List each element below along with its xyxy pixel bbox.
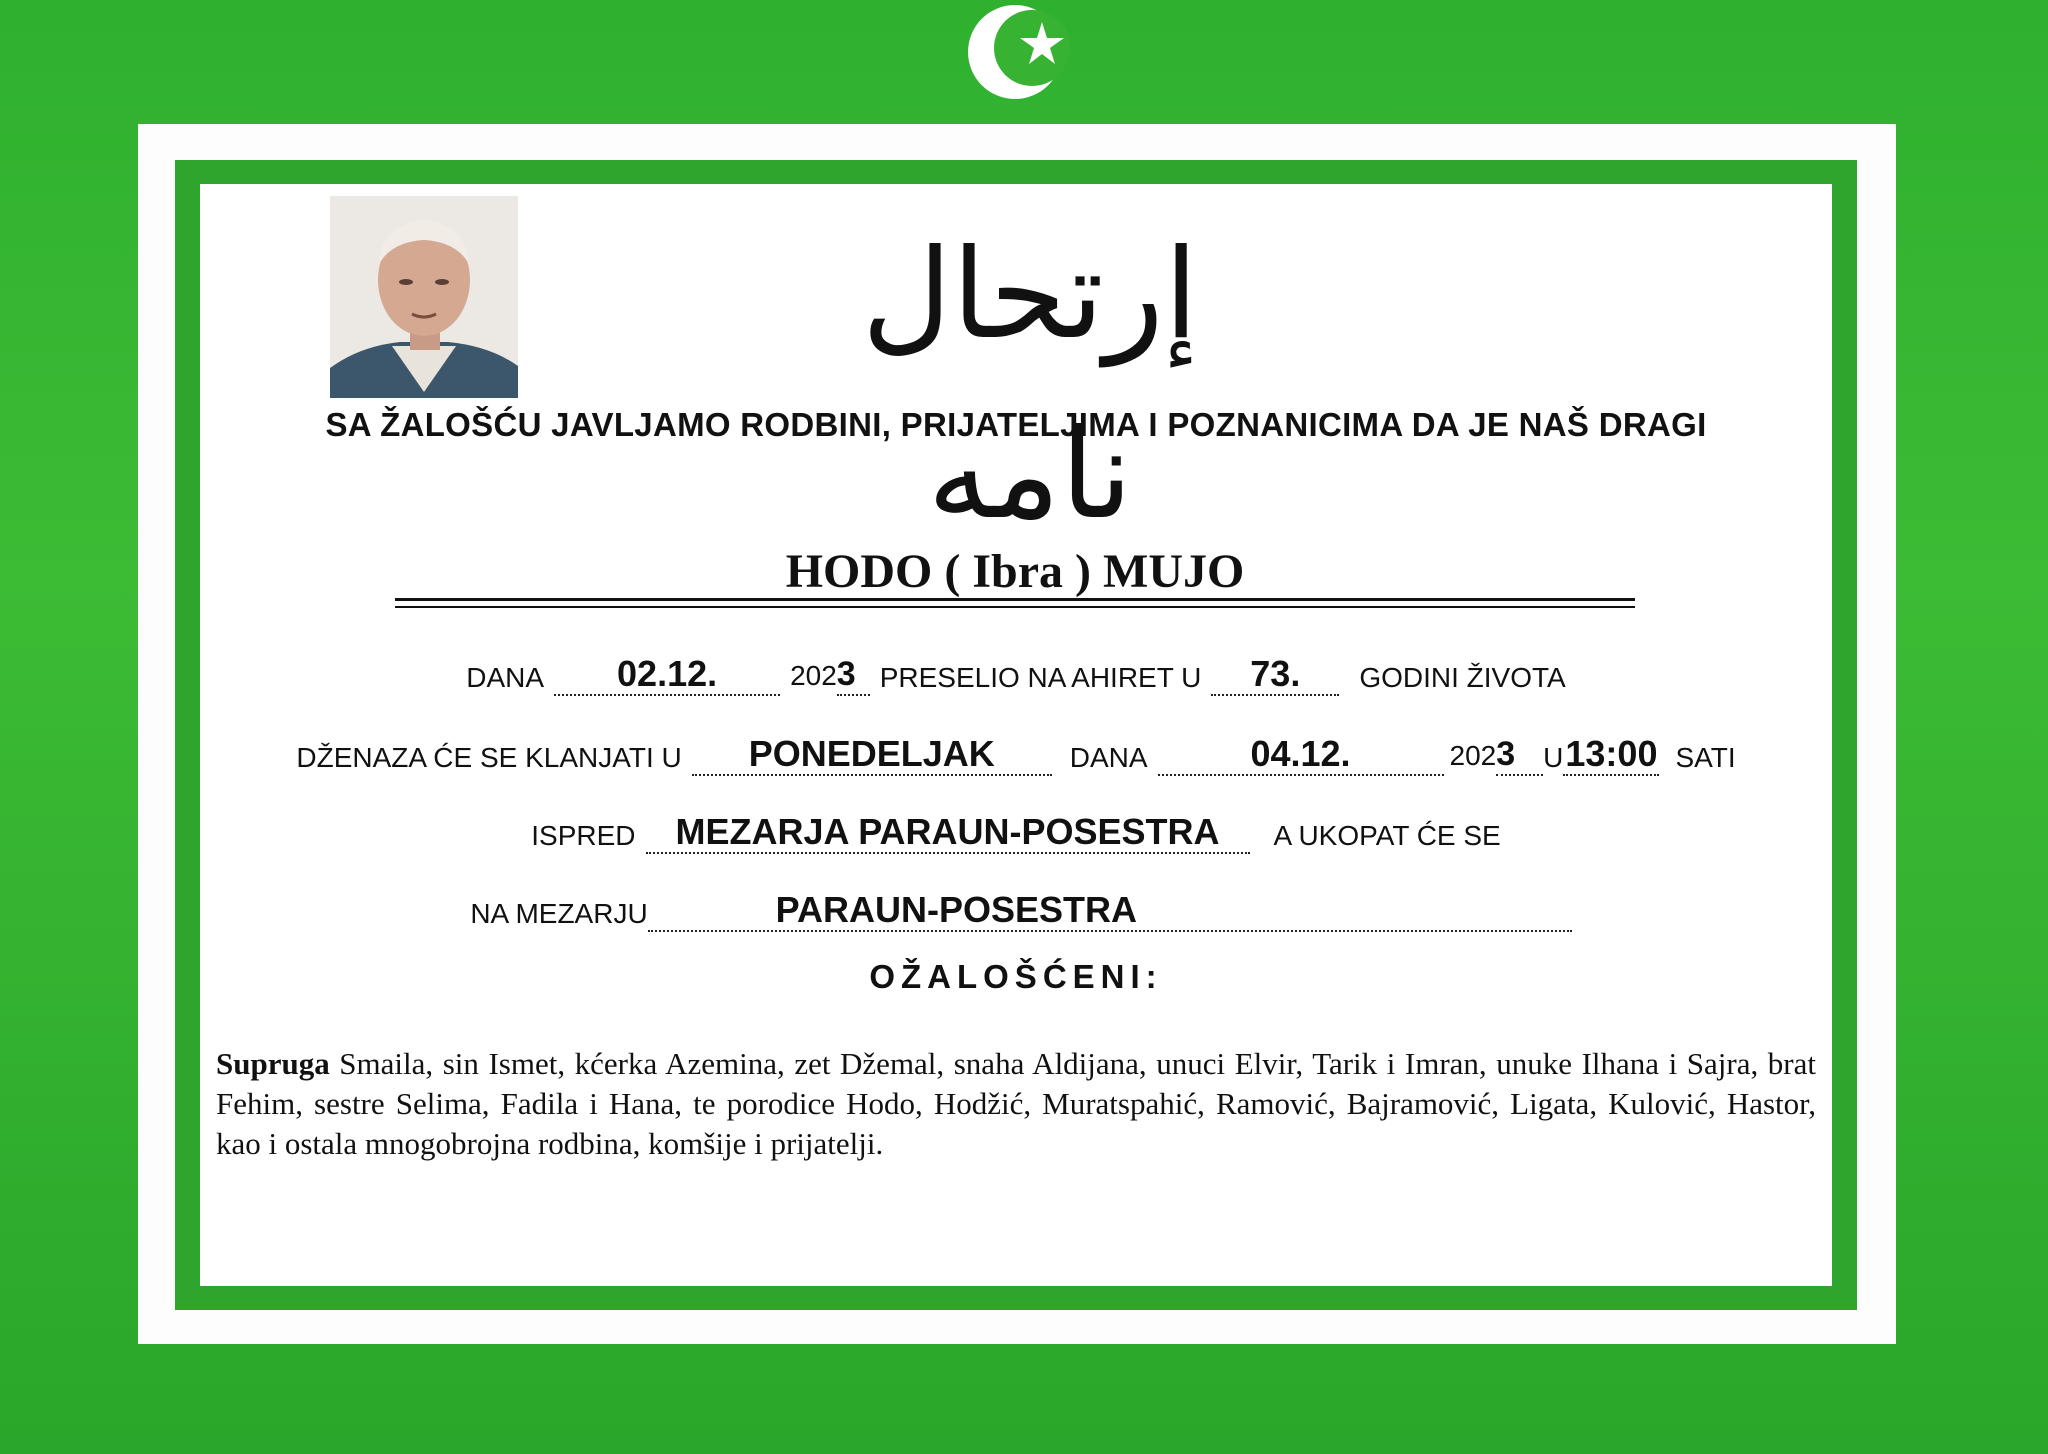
portrait-photo [330, 196, 518, 398]
funeral-time: 13:00 [1565, 733, 1658, 774]
label-sati: SATI [1675, 742, 1736, 773]
prayer-place: MEZARJA PARAUN-POSESTRA [646, 812, 1250, 854]
name-underline-thin [395, 606, 1635, 608]
location-line [200, 804, 1832, 854]
funeral-day: PONEDELJAK [692, 734, 1052, 776]
mourners-title: OŽALOŠĆENI: [869, 958, 1163, 995]
label-u: U [1543, 742, 1564, 773]
death-year [780, 654, 870, 696]
burial-place: PARAUN-POSESTRA [648, 890, 1572, 932]
crescent-star-icon [960, 2, 1070, 102]
death-year-prefix: 202 [790, 660, 837, 691]
death-age: 73. [1211, 654, 1339, 696]
funeral-year [1444, 734, 1544, 776]
death-date: 02.12. [554, 654, 780, 696]
label-dzenaza: DŽENAZA ĆE SE KLANJATI U [296, 742, 682, 773]
label-mezarju: NA MEZARJU [470, 898, 648, 929]
death-line [200, 646, 1832, 696]
label-ispred: ISPRED [531, 820, 636, 851]
funeral-year-prefix: 202 [1449, 740, 1497, 771]
arabic-title: إرتحال نامه [861, 223, 1199, 547]
burial-line [200, 882, 1832, 932]
mourners-list: Smaila, sin Ismet, kćerka Azemina, zet Džemal, snaha Aldijana, unuci Elvir, Tarik i Imran, unuke Ilhana i Sajra, brat Fehim, sestre Selima, Fadila i Hana, te porodice Hodo, Hodžić, Muratspahić, Ramović, Bajramović, Ligata, Kulović, Hastor, kao i ostala mnogobrojna rodbina, komšije i prijatelji. [216, 1046, 1816, 1161]
funeral-date: 04.12. [1158, 734, 1444, 776]
label-ukopat: A UKOPAT ĆE SE [1273, 820, 1501, 851]
mourners-first-word: Supruga [216, 1046, 330, 1081]
funeral-line [200, 726, 1832, 776]
intro-text: SA ŽALOŠĆU JAVLJAMO RODBINI, PRIJATELJIMA I POZNANICIMA DA JE NAŠ DRAGI [325, 406, 1707, 443]
label-dana-2: DANA [1069, 742, 1148, 773]
label-preselio: PRESELIO NA AHIRET U [879, 662, 1202, 693]
label-godini: GODINI ŽIVOTA [1359, 662, 1566, 693]
mourners-text [216, 1044, 1816, 1164]
funeral-year-digit: 3 [1496, 734, 1543, 776]
name-underline-thick [395, 598, 1635, 601]
deceased-name: HODO ( Ibra ) MUJO [785, 545, 1245, 598]
label-dana: DANA [466, 662, 545, 693]
death-year-digit: 3 [837, 654, 870, 696]
